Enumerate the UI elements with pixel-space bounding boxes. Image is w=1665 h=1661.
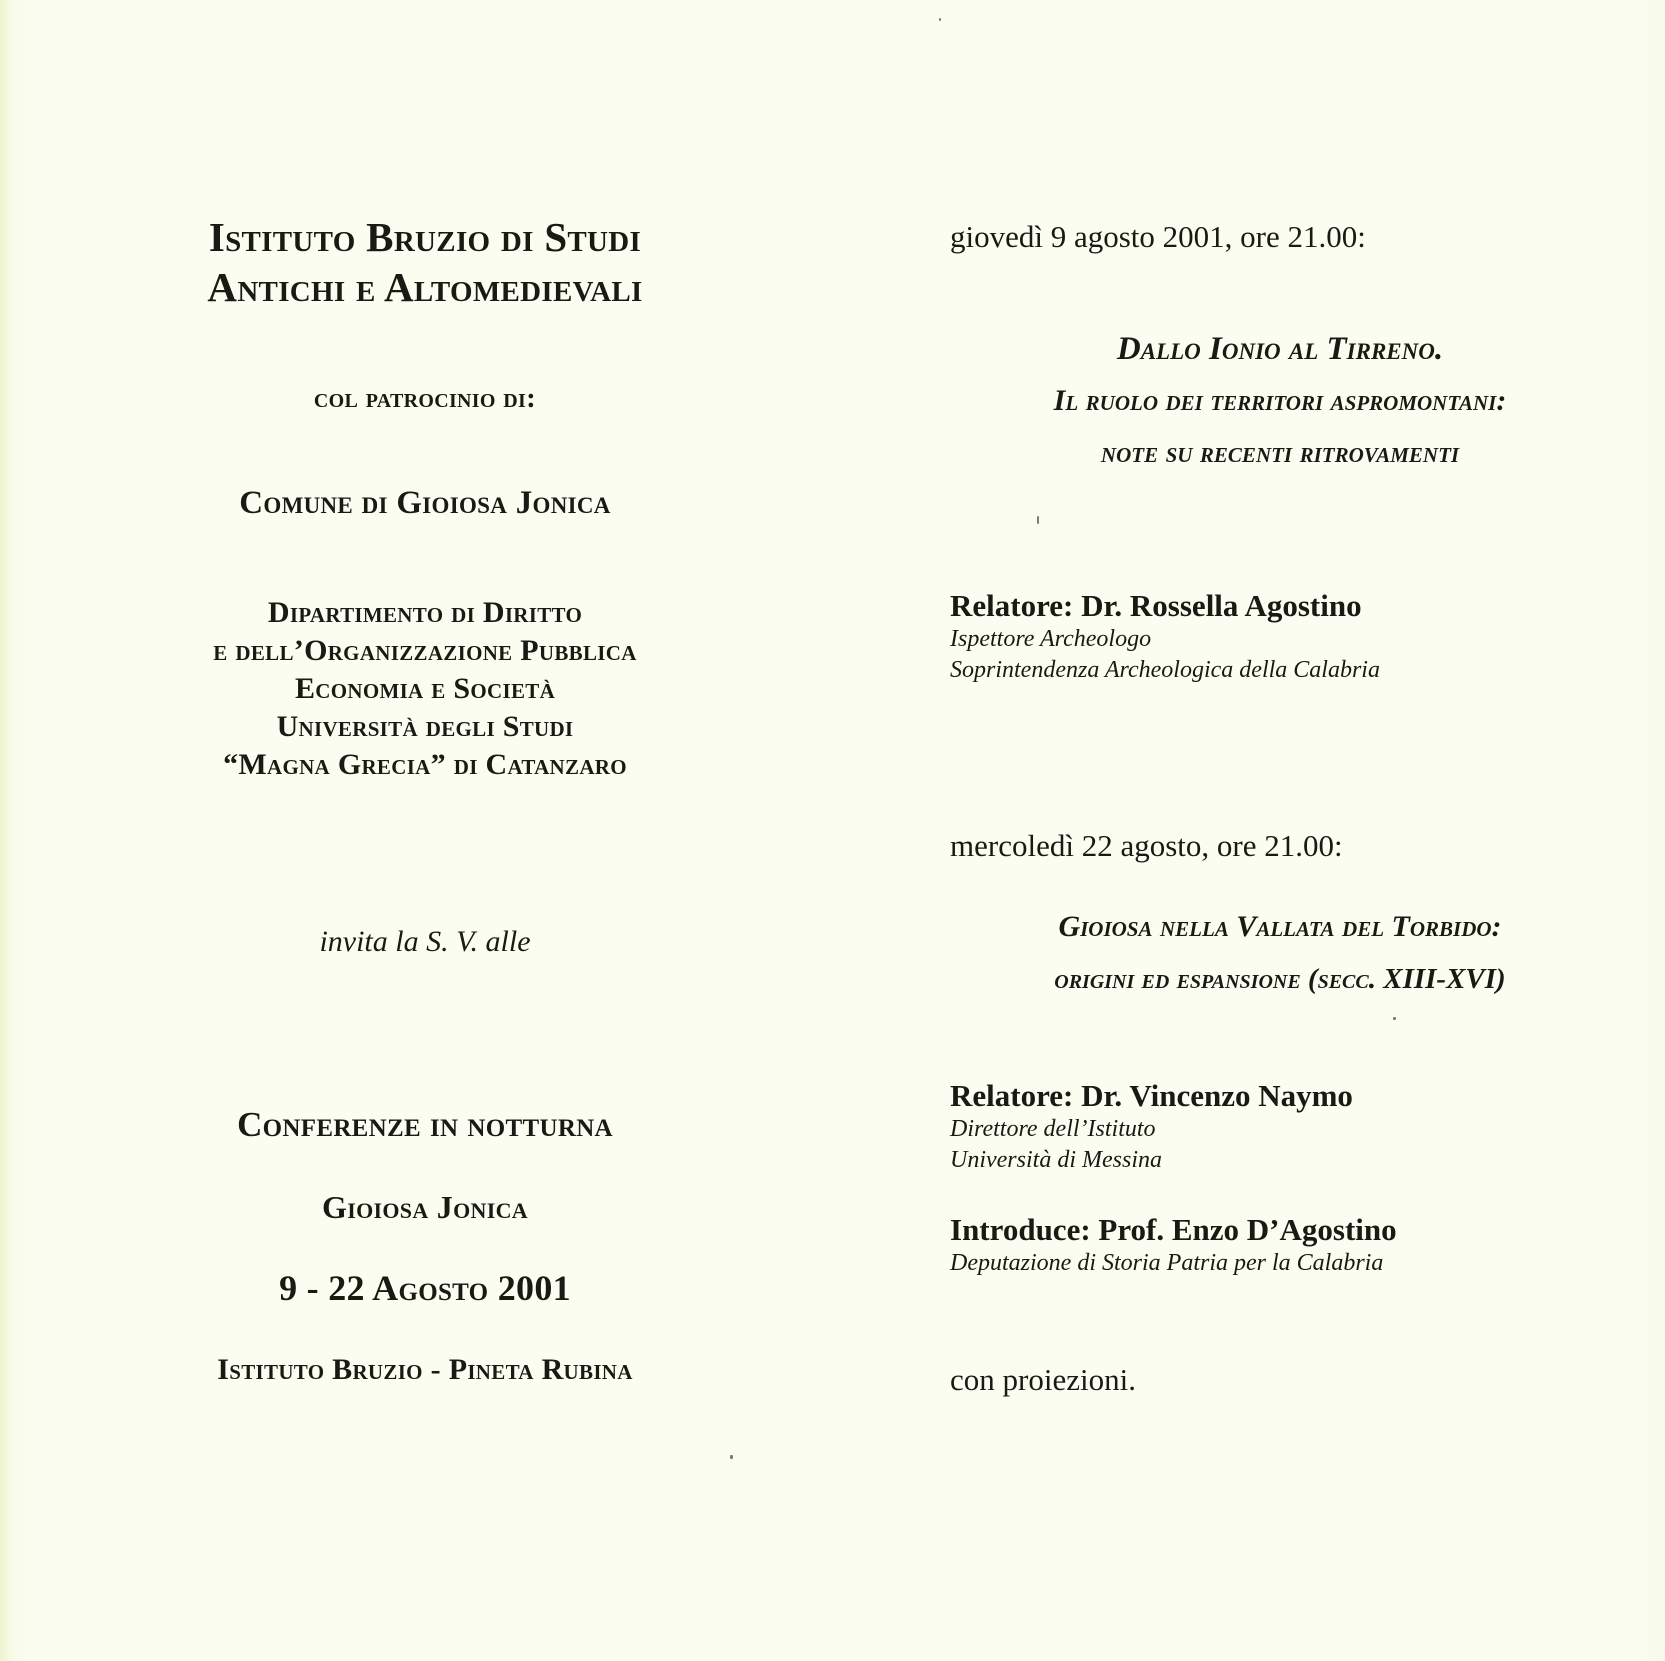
speaker-name: Relatore: Dr. Vincenzo Naymo xyxy=(950,1078,1353,1113)
speaker-role-line: Ispettore Archeologo xyxy=(950,626,1152,652)
speaker-role-line: Università di Messina xyxy=(950,1147,1162,1173)
speaker-role-line: Direttore dell’Istituto xyxy=(950,1116,1156,1142)
session1-title-line: note su recenti ritrovamenti xyxy=(1100,436,1460,469)
department-line: Università degli Studi xyxy=(276,710,574,743)
session2-title-line: Gioiosa nella Vallata del Torbido: xyxy=(1058,910,1502,943)
institute-name-line2: Antichi e Altomedievali xyxy=(207,264,643,310)
scan-speck xyxy=(1037,516,1039,524)
event-venue: Istituto Bruzio - Pineta Rubina xyxy=(217,1353,633,1386)
invitation-text: invita la S. V. alle xyxy=(319,925,531,958)
session1-title-line: Dallo Ionio al Tirreno. xyxy=(1116,331,1444,367)
speaker-name: Relatore: Dr. Rossella Agostino xyxy=(950,588,1362,623)
session2-title-line: origini ed espansione (secc. XIII-XVI) xyxy=(1054,963,1506,995)
scan-speck xyxy=(939,18,941,21)
speaker-role-line: Soprintendenza Archeologica della Calabria xyxy=(950,657,1380,683)
event-place: Gioiosa Jonica xyxy=(322,1189,528,1225)
closing-note: con proiezioni. xyxy=(950,1362,1136,1397)
event-title: Conferenze in notturna xyxy=(237,1105,613,1144)
right-column xyxy=(950,0,1610,1661)
department-line: “Magna Grecia” di Catanzaro xyxy=(223,748,627,781)
session2-introducer xyxy=(950,1212,1610,1279)
patronage-label: col patrocinio di: xyxy=(313,382,537,414)
session2-datetime: mercoledì 22 agosto, ore 21.00: xyxy=(950,828,1343,863)
department-line: Economia e Società xyxy=(294,672,556,705)
department-line: Dipartimento di Diritto xyxy=(267,596,583,629)
session1-title-line: Il ruolo dei territori aspromontani: xyxy=(1053,384,1507,417)
commune-name: Comune di Gioiosa Jonica xyxy=(239,485,611,521)
session1-datetime: giovedì 9 agosto 2001, ore 21.00: xyxy=(950,219,1366,254)
scan-speck xyxy=(730,1455,733,1459)
department-line: e dell’Organizzazione Pubblica xyxy=(213,634,637,667)
institute-name-line1: Istituto Bruzio di Studi xyxy=(208,214,642,260)
introducer-role: Deputazione di Storia Patria per la Calabria xyxy=(950,1250,1384,1276)
event-dates: 9 - 22 Agosto 2001 xyxy=(279,1268,571,1308)
session2-speaker xyxy=(950,1078,1610,1176)
left-column xyxy=(130,0,720,1661)
scan-speck xyxy=(1393,1017,1396,1020)
introducer-name: Introduce: Prof. Enzo D’Agostino xyxy=(950,1212,1397,1247)
session1-speaker xyxy=(950,588,1610,686)
